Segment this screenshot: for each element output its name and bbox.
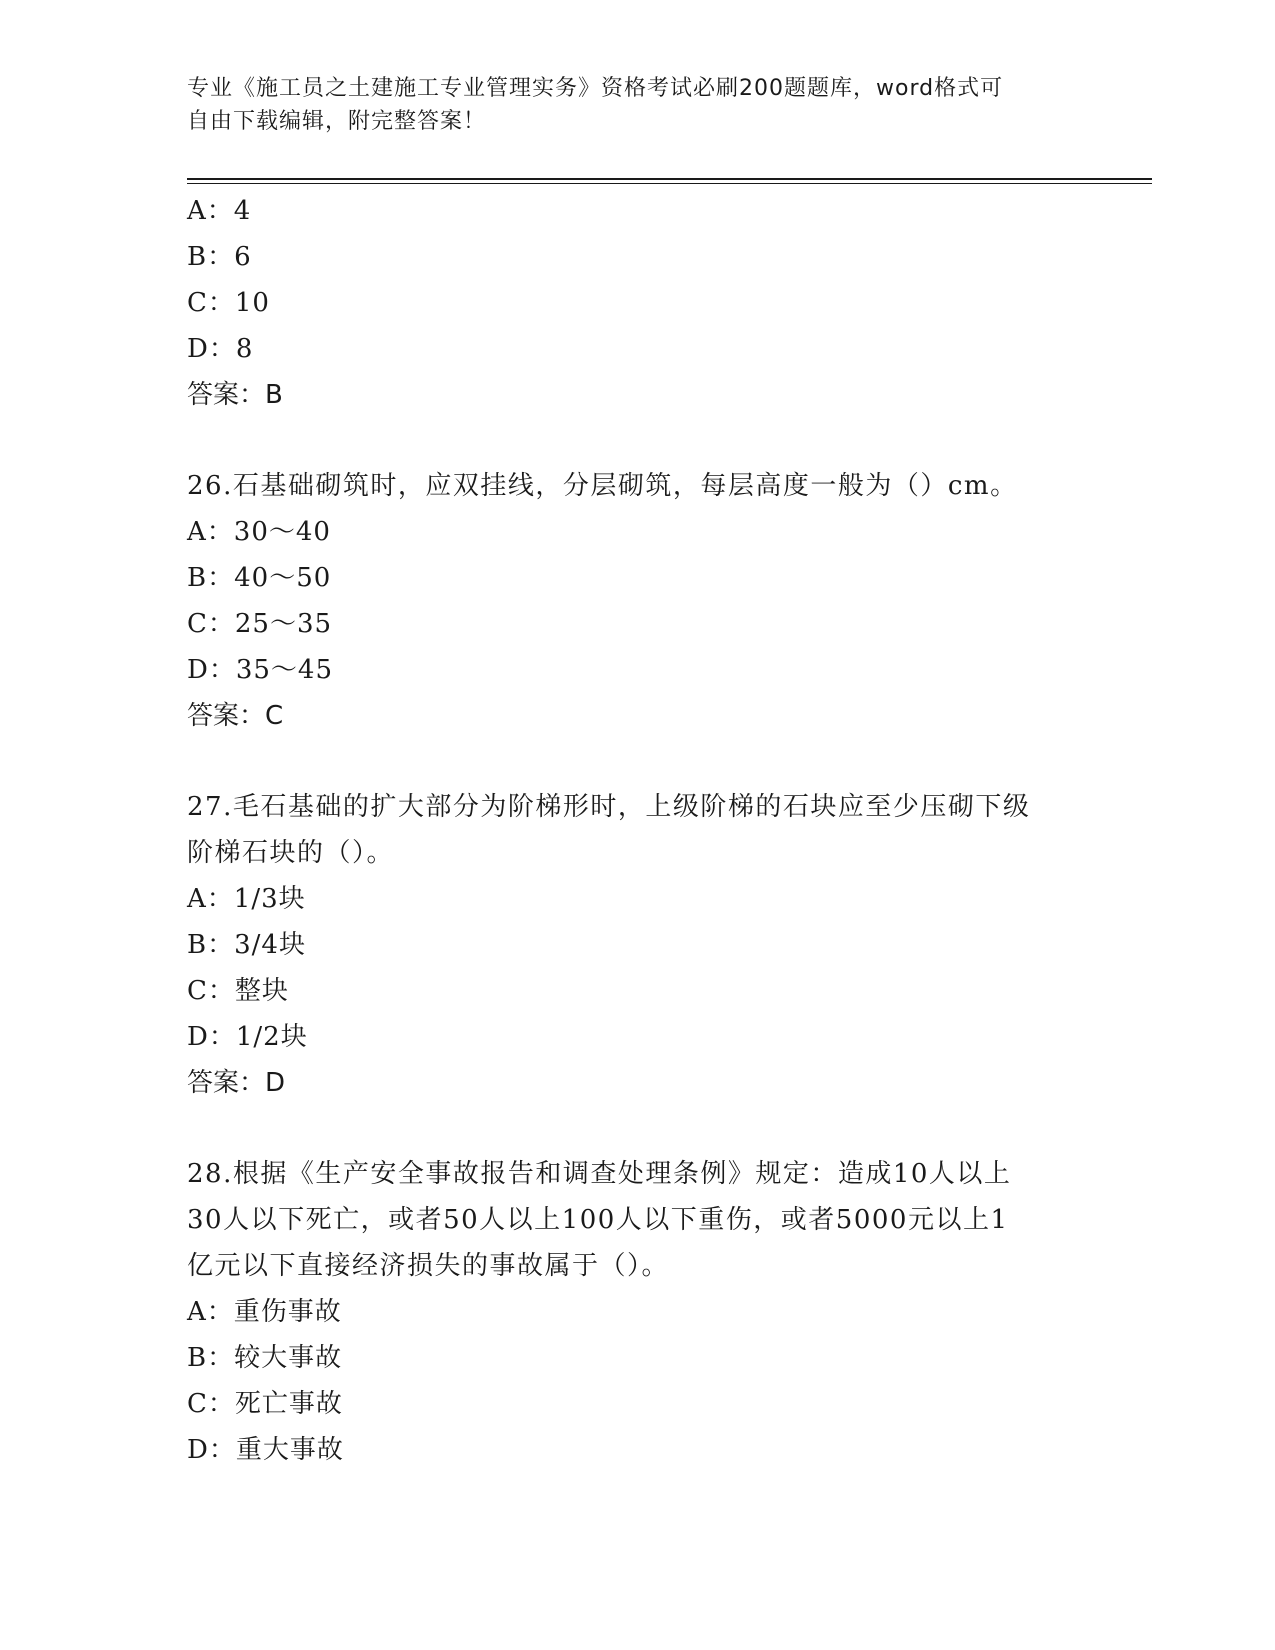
option-b: B：3/4块 <box>187 930 306 960</box>
option-d: D：重大事故 <box>187 1435 344 1465</box>
question-text <box>187 1151 1087 1289</box>
header-line-1: 专业《施工员之土建施工专业管理实务》资格考试必刷200题题库，word格式可 <box>187 76 1004 101</box>
option-c: C：整块 <box>187 976 289 1006</box>
answer: 答案：B <box>187 380 283 410</box>
option-b: B：较大事故 <box>187 1343 343 1373</box>
header-line-2: 自由下载编辑，附完整答案！ <box>187 109 487 134</box>
option-a: A：30～40 <box>187 517 331 547</box>
header-rule-thick <box>187 178 1152 180</box>
option-a: A：1/3块 <box>187 884 306 914</box>
option-d: D：35～45 <box>187 655 334 685</box>
question-list <box>187 188 1087 1473</box>
option-b: B：40～50 <box>187 563 332 593</box>
question-text-line: 26.石基础砌筑时，应双挂线，分层砌筑，每层高度一般为（）cm。 <box>187 471 1018 501</box>
question-text <box>187 463 1087 509</box>
header-rule-thin <box>187 183 1152 184</box>
option-d: D：1/2块 <box>187 1022 308 1052</box>
option-c: C：10 <box>187 288 270 318</box>
answer: 答案：D <box>187 1068 286 1098</box>
question-26 <box>187 463 1087 739</box>
question-text-line: 28.根据《生产安全事故报告和调查处理条例》规定：造成10人以上 <box>187 1159 1012 1189</box>
question-text-line: 27.毛石基础的扩大部分为阶梯形时，上级阶梯的石块应至少压砌下级 <box>187 792 1031 822</box>
option-d: D：8 <box>187 334 254 364</box>
option-a: A：4 <box>187 196 252 226</box>
option-b: B：6 <box>187 242 252 272</box>
option-a: A：重伤事故 <box>187 1297 342 1327</box>
question-27 <box>187 784 1087 1106</box>
question-25 <box>187 188 1087 418</box>
answer: 答案：C <box>187 701 284 731</box>
option-c: C：死亡事故 <box>187 1389 343 1419</box>
question-text <box>187 784 1087 876</box>
option-c: C：25～35 <box>187 609 333 639</box>
document-header <box>187 72 1067 138</box>
question-text-line: 30人以下死亡，或者50人以上100人以下重伤，或者5000元以上1 <box>187 1205 1009 1235</box>
question-text-line: 亿元以下直接经济损失的事故属于（）。 <box>187 1251 670 1281</box>
question-text-line: 阶梯石块的（）。 <box>187 838 395 868</box>
question-28 <box>187 1151 1087 1473</box>
